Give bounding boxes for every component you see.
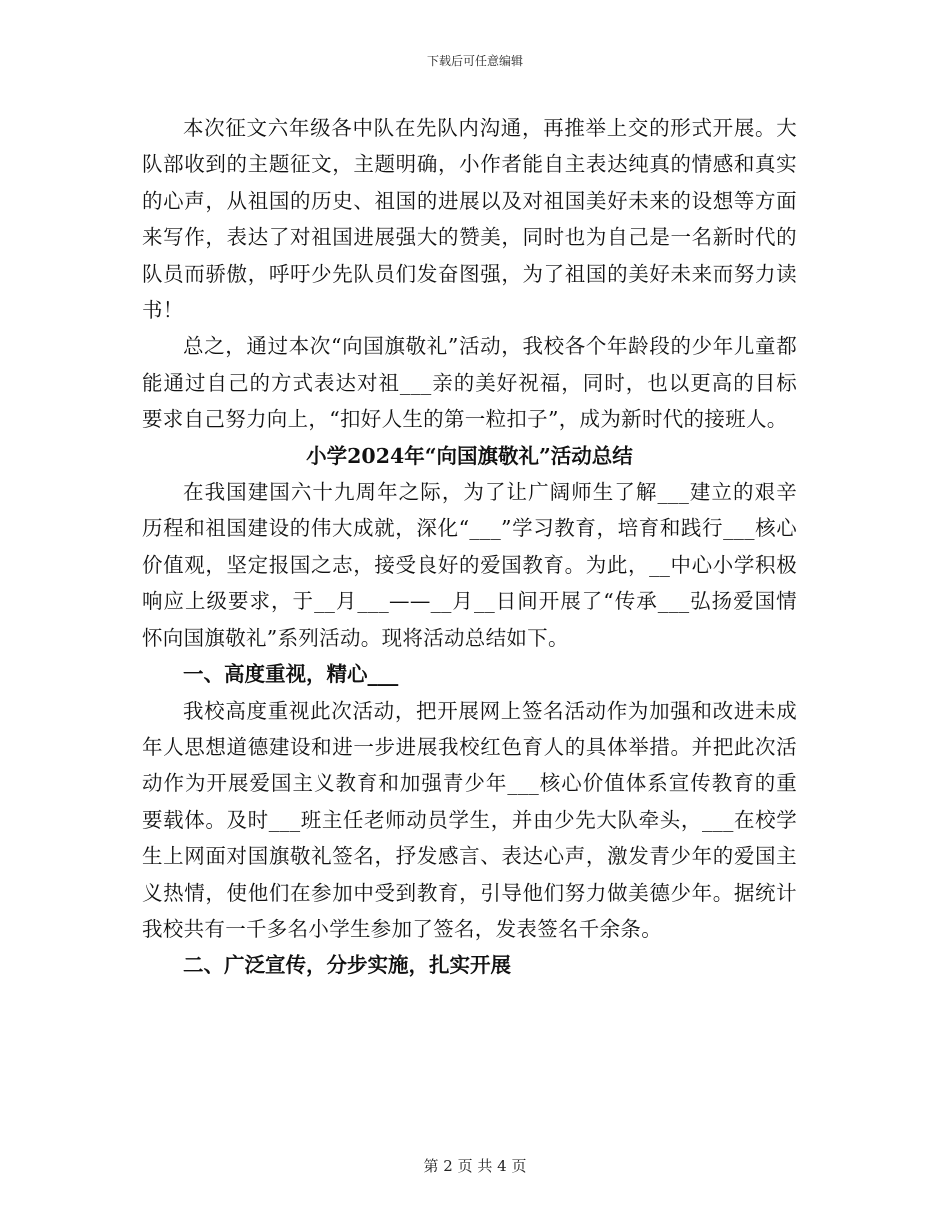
section-heading-1: 一、高度重视，精心___ (183, 662, 399, 687)
document-title: 小学2024年“向国旗敬礼”活动总结 (306, 443, 633, 468)
paragraph-essay-summary: 本次征文六年级各中队在先队内沟通，再推举上交的形式开展。大队部收到的主题征文，主题明确，小作者能自主表达纯真的情感和真实的心声，从祖国的历史、祖国的进展以及对祖国美好未来的设想等方面来写作，表达了对祖国进展强大的赞美，同时也为自己是一名新时代的队员而骄傲，呼吁少先队员们发奋图强，为了祖国的美好未来而努力读书！ (142, 116, 797, 323)
document-body (142, 110, 797, 984)
paragraph-conclusion: 总之，通过本次“向国旗敬礼”活动，我校各个年龄段的少年儿童都能通过自己的方式表达对祖___亲的美好祝福，同时，也以更高的目标要求自己努力向上，“扣好人生的第一粒扣子”，成为新时代的接班人。 (142, 334, 797, 432)
page-header-note: 下载后可任意编辑 (426, 54, 523, 68)
page-number: 第 2 页 共 4 页 (423, 1157, 527, 1175)
paragraph-section-1: 我校高度重视此次活动，把开展网上签名活动作为加强和改进未成年人思想道德建设和进一步进展我校红色育人的具体举措。并把此次活动作为开展爱国主义教育和加强青少年___核心价值体系宣传教育的重要载体。及时___班主任老师动员学生，并由少先大队牵头，___在校学生上网面对国旗敬礼签名，抒发感言、表达心声，激发青少年的爱国主义热情，使他们在参加中受到教育，引导他们努力做美德少年。据统计我校共有一千多名小学生参加了签名，发表签名千余条。 (142, 698, 797, 941)
section-heading-2: 二、广泛宣传，分步实施，扎实开展 (183, 953, 511, 978)
paragraph-introduction: 在我国建国六十九周年之际，为了让广阔师生了解___建立的艰辛历程和祖国建设的伟大成就，深化“___”学习教育，培育和践行___核心价值观，坚定报国之志，接受良好的爱国教育。为此，__中心小学积极响应上级要求，于__月___——__月__日间开展了“传承___弘扬爱国情怀向国旗敬礼”系列活动。现将活动总结如下。 (142, 480, 797, 650)
